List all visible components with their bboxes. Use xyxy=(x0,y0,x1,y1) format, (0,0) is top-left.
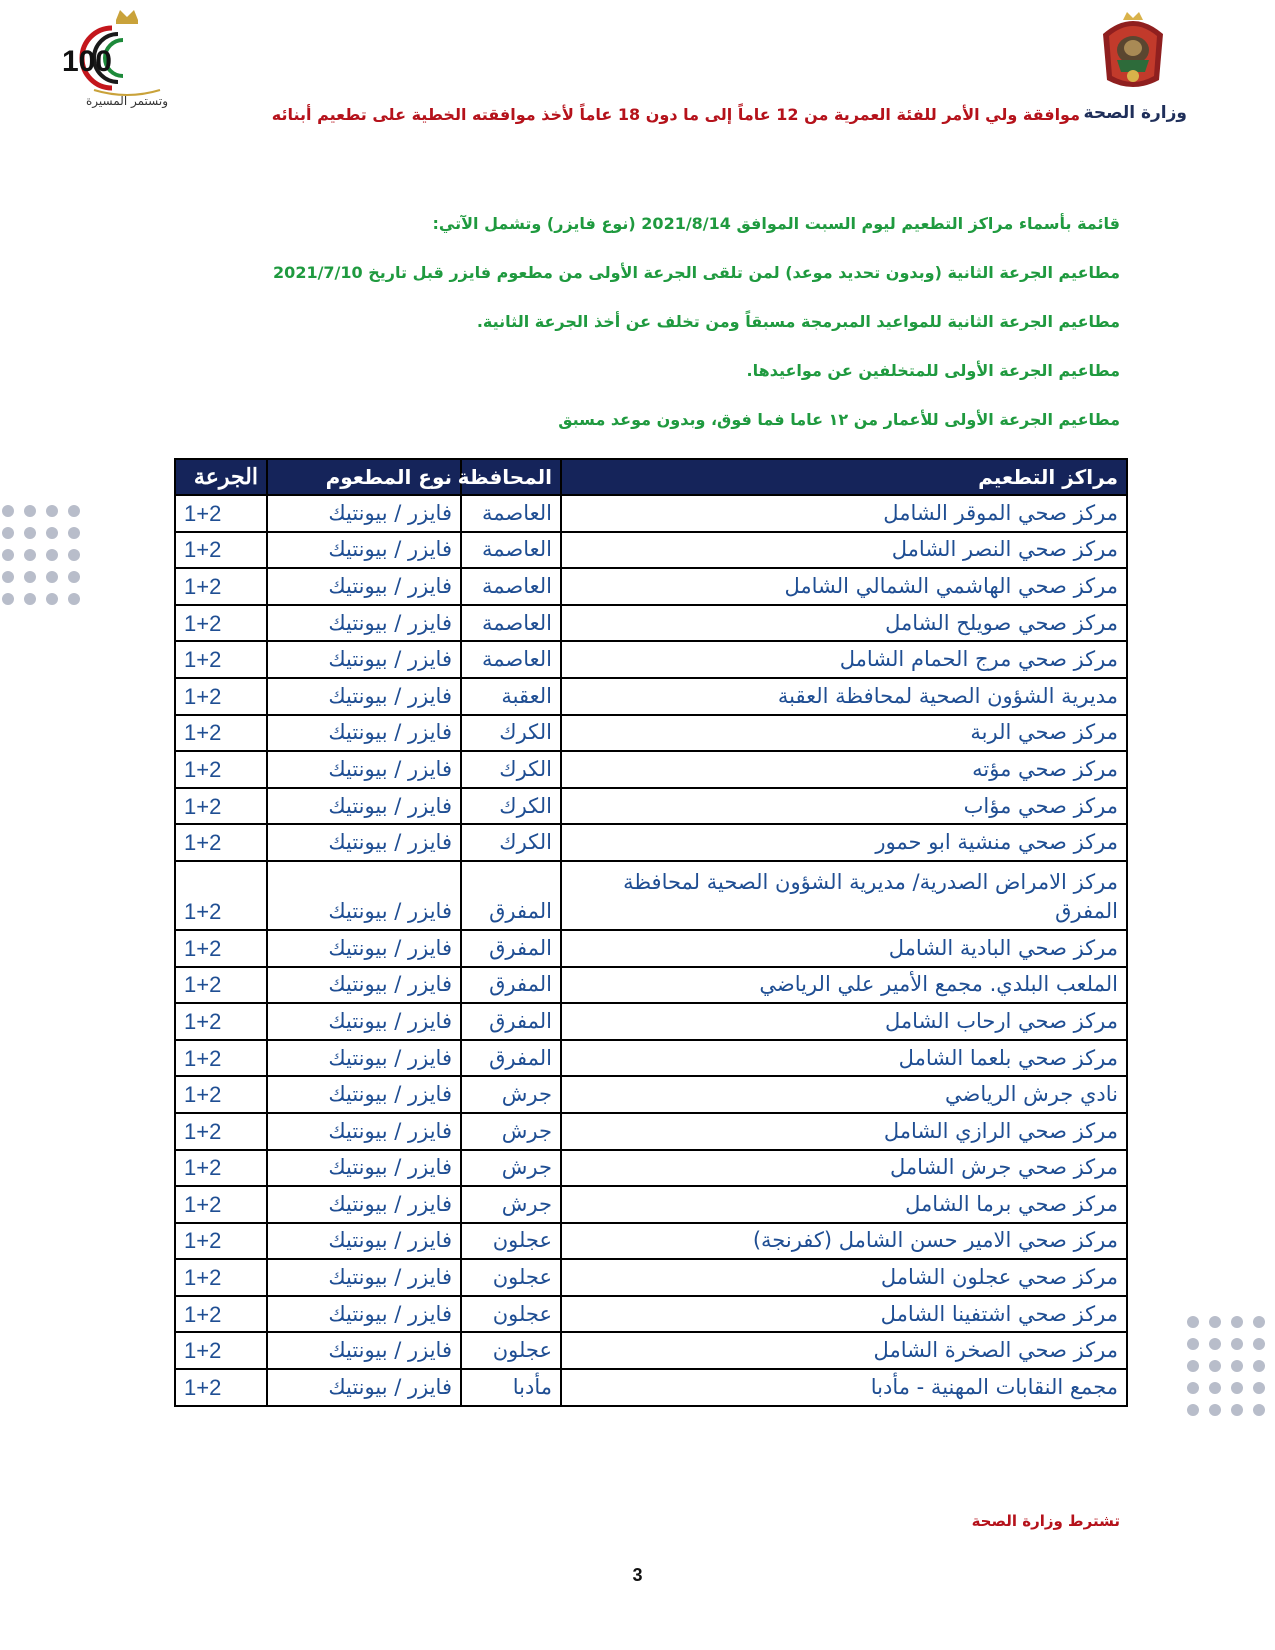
intro-line-2: مطاعيم الجرعة الثانية (وبدون تحديد موعد) لمن تلقى الجرعة الأولى من مطعوم فايزر قبل تاريخ 2021/7/10 xyxy=(273,263,1120,282)
table-row xyxy=(175,967,1127,1004)
cell-center: مركز صحي ارحاب الشامل xyxy=(561,1003,1127,1040)
table-row xyxy=(175,1150,1127,1187)
header-center: مراكز التطعيم xyxy=(561,459,1127,495)
cell-vaccine-type: فايزر / بيونتيك xyxy=(267,751,461,788)
cell-center: الملعب البلدي. مجمع الأمير علي الرياضي xyxy=(561,967,1127,1004)
cell-center: مركز صحي اشتفينا الشامل xyxy=(561,1296,1127,1333)
dot-pattern-right xyxy=(1187,1316,1265,1416)
header-vaccine-type: نوع المطعوم xyxy=(267,459,461,495)
cell-center: مركز صحي بلعما الشامل xyxy=(561,1040,1127,1077)
cell-center: مركز صحي عجلون الشامل xyxy=(561,1259,1127,1296)
cell-dose: 1+2 xyxy=(175,1076,267,1113)
cell-dose: 1+2 xyxy=(175,824,267,861)
cell-dose: 1+2 xyxy=(175,678,267,715)
cell-governorate: المفرق xyxy=(461,1040,561,1077)
cell-vaccine-type: فايزر / بيونتيك xyxy=(267,1332,461,1369)
cell-center: مركز صحي الهاشمي الشمالي الشامل xyxy=(561,568,1127,605)
cell-vaccine-type: فايزر / بيونتيك xyxy=(267,788,461,825)
cell-center: مركز صحي الصخرة الشامل xyxy=(561,1332,1127,1369)
intro-line-1: قائمة بأسماء مراكز التطعيم ليوم السبت الموافق 2021/8/14 (نوع فايزر) وتشمل الآتي: xyxy=(432,214,1120,233)
cell-center: مركز الامراض الصدرية/ مديرية الشؤون الصحية لمحافظة المفرق xyxy=(561,861,1127,930)
cell-center: مديرية الشؤون الصحية لمحافظة العقبة xyxy=(561,678,1127,715)
cell-governorate: الكرك xyxy=(461,751,561,788)
intro-line-3: مطاعيم الجرعة الثانية للمواعيد المبرمجة مسبقاً ومن تخلف عن أخذ الجرعة الثانية. xyxy=(476,312,1120,331)
cell-vaccine-type: فايزر / بيونتيك xyxy=(267,1369,461,1406)
cell-vaccine-type: فايزر / بيونتيك xyxy=(267,1040,461,1077)
table-row xyxy=(175,1003,1127,1040)
cell-center: نادي جرش الرياضي xyxy=(561,1076,1127,1113)
cell-vaccine-type: فايزر / بيونتيك xyxy=(267,1259,461,1296)
cell-vaccine-type: فايزر / بيونتيك xyxy=(267,532,461,569)
cell-center: مركز صحي مرج الحمام الشامل xyxy=(561,641,1127,678)
cell-dose: 1+2 xyxy=(175,751,267,788)
cell-vaccine-type: فايزر / بيونتيك xyxy=(267,1113,461,1150)
cell-governorate: عجلون xyxy=(461,1332,561,1369)
cell-governorate: عجلون xyxy=(461,1223,561,1260)
header-dose: الجرعة xyxy=(175,459,267,495)
table-row xyxy=(175,1332,1127,1369)
cell-governorate: العاصمة xyxy=(461,605,561,642)
cell-dose: 1+2 xyxy=(175,1003,267,1040)
cell-center: مركز صحي منشية ابو حمور xyxy=(561,824,1127,861)
ministry-name: وزارة الصحة xyxy=(1083,103,1187,123)
cell-governorate: الكرك xyxy=(461,715,561,752)
logo-number: 100 xyxy=(61,45,112,78)
cell-dose: 1+2 xyxy=(175,1150,267,1187)
cell-vaccine-type: فايزر / بيونتيك xyxy=(267,715,461,752)
cell-dose: 1+2 xyxy=(175,1259,267,1296)
table-row xyxy=(175,751,1127,788)
cell-vaccine-type: فايزر / بيونتيك xyxy=(267,824,461,861)
cell-vaccine-type: فايزر / بيونتيك xyxy=(267,678,461,715)
cell-dose: 1+2 xyxy=(175,788,267,825)
cell-governorate: عجلون xyxy=(461,1259,561,1296)
cell-governorate: العاصمة xyxy=(461,495,561,532)
intro-line-4: مطاعيم الجرعة الأولى للمتخلفين عن مواعيدها. xyxy=(746,361,1120,380)
table-row xyxy=(175,495,1127,532)
page-number: 3 xyxy=(632,1565,643,1585)
cell-vaccine-type: فايزر / بيونتيك xyxy=(267,1296,461,1333)
cell-governorate: الكرك xyxy=(461,788,561,825)
table-row xyxy=(175,1076,1127,1113)
cell-governorate: جرش xyxy=(461,1076,561,1113)
cell-center: مركز صحي مؤته xyxy=(561,751,1127,788)
cell-dose: 1+2 xyxy=(175,1332,267,1369)
cell-center: مركز صحي جرش الشامل xyxy=(561,1150,1127,1187)
cell-vaccine-type: فايزر / بيونتيك xyxy=(267,861,461,930)
cell-center: مركز صحي الرازي الشامل xyxy=(561,1113,1127,1150)
cell-center: مجمع النقابات المهنية - مأدبا xyxy=(561,1369,1127,1406)
cell-dose: 1+2 xyxy=(175,967,267,1004)
cell-vaccine-type: فايزر / بيونتيك xyxy=(267,1186,461,1223)
table-row xyxy=(175,1296,1127,1333)
table-row xyxy=(175,824,1127,861)
table-row xyxy=(175,788,1127,825)
cell-governorate: مأدبا xyxy=(461,1369,561,1406)
vaccination-centers-table xyxy=(176,458,1128,1407)
cell-governorate: المفرق xyxy=(461,1003,561,1040)
cell-governorate: العاصمة xyxy=(461,641,561,678)
cell-dose: 1+2 xyxy=(175,532,267,569)
cell-dose: 1+2 xyxy=(175,1369,267,1406)
table-row xyxy=(175,861,1127,930)
table-row xyxy=(175,930,1127,967)
table-row xyxy=(175,715,1127,752)
cell-center: مركز صحي النصر الشامل xyxy=(561,532,1127,569)
cell-center: مركز صحي الربة xyxy=(561,715,1127,752)
table-row xyxy=(175,641,1127,678)
logo-tagline: وتستمر المسيرة xyxy=(86,94,168,108)
cell-center: مركز صحي برما الشامل xyxy=(561,1186,1127,1223)
cell-vaccine-type: فايزر / بيونتيك xyxy=(267,495,461,532)
table-row xyxy=(175,1040,1127,1077)
cell-dose: 1+2 xyxy=(175,568,267,605)
cell-governorate: جرش xyxy=(461,1186,561,1223)
table-row xyxy=(175,1223,1127,1260)
cell-vaccine-type: فايزر / بيونتيك xyxy=(267,568,461,605)
cell-dose: 1+2 xyxy=(175,495,267,532)
table-row xyxy=(175,1113,1127,1150)
cell-dose: 1+2 xyxy=(175,1296,267,1333)
cell-vaccine-type: فايزر / بيونتيك xyxy=(267,641,461,678)
cell-governorate: المفرق xyxy=(461,861,561,930)
footer-note: تشترط وزارة الصحة xyxy=(971,1512,1120,1530)
cell-dose: 1+2 xyxy=(175,1186,267,1223)
cell-vaccine-type: فايزر / بيونتيك xyxy=(267,1003,461,1040)
cell-dose: 1+2 xyxy=(175,861,267,930)
jordan-coat-of-arms xyxy=(1093,6,1173,98)
cell-vaccine-type: فايزر / بيونتيك xyxy=(267,1150,461,1187)
cell-governorate: الكرك xyxy=(461,824,561,861)
table-header-row xyxy=(175,459,1127,495)
cell-center: مركز صحي صويلح الشامل xyxy=(561,605,1127,642)
cell-governorate: العقبة xyxy=(461,678,561,715)
table-row xyxy=(175,1186,1127,1223)
cell-governorate: جرش xyxy=(461,1150,561,1187)
cell-center: مركز صحي البادية الشامل xyxy=(561,930,1127,967)
cell-center: مركز صحي مؤاب xyxy=(561,788,1127,825)
dot-pattern-left xyxy=(2,505,80,605)
table-row xyxy=(175,1259,1127,1296)
cell-dose: 1+2 xyxy=(175,641,267,678)
table-body xyxy=(175,495,1127,1406)
cell-governorate: المفرق xyxy=(461,967,561,1004)
cell-dose: 1+2 xyxy=(175,715,267,752)
cell-vaccine-type: فايزر / بيونتيك xyxy=(267,605,461,642)
table-row xyxy=(175,532,1127,569)
header-title: موافقة ولي الأمر للفئة العمرية من 12 عاماً إلى ما دون 18 عاماً لأخذ موافقته الخطية على تطعيم أبنائه xyxy=(268,105,1080,124)
cell-vaccine-type: فايزر / بيونتيك xyxy=(267,930,461,967)
cell-vaccine-type: فايزر / بيونتيك xyxy=(267,967,461,1004)
table-row xyxy=(175,568,1127,605)
cell-dose: 1+2 xyxy=(175,1223,267,1260)
header-governorate: المحافظة xyxy=(461,459,561,495)
cell-governorate: العاصمة xyxy=(461,568,561,605)
table-row xyxy=(175,1369,1127,1406)
cell-dose: 1+2 xyxy=(175,1113,267,1150)
cell-vaccine-type: فايزر / بيونتيك xyxy=(267,1076,461,1113)
cell-governorate: المفرق xyxy=(461,930,561,967)
cell-vaccine-type: فايزر / بيونتيك xyxy=(267,1223,461,1260)
cell-governorate: جرش xyxy=(461,1113,561,1150)
cell-governorate: العاصمة xyxy=(461,532,561,569)
cell-dose: 1+2 xyxy=(175,605,267,642)
intro-line-5: مطاعيم الجرعة الأولى للأعمار من ١٢ عاما فما فوق، وبدون موعد مسبق xyxy=(558,410,1120,429)
table-row xyxy=(175,678,1127,715)
cell-dose: 1+2 xyxy=(175,930,267,967)
cell-governorate: عجلون xyxy=(461,1296,561,1333)
table-row xyxy=(175,605,1127,642)
cell-dose: 1+2 xyxy=(175,1040,267,1077)
cell-center: مركز صحي الموقر الشامل xyxy=(561,495,1127,532)
cell-center: مركز صحي الامير حسن الشامل (كفرنجة) xyxy=(561,1223,1127,1260)
